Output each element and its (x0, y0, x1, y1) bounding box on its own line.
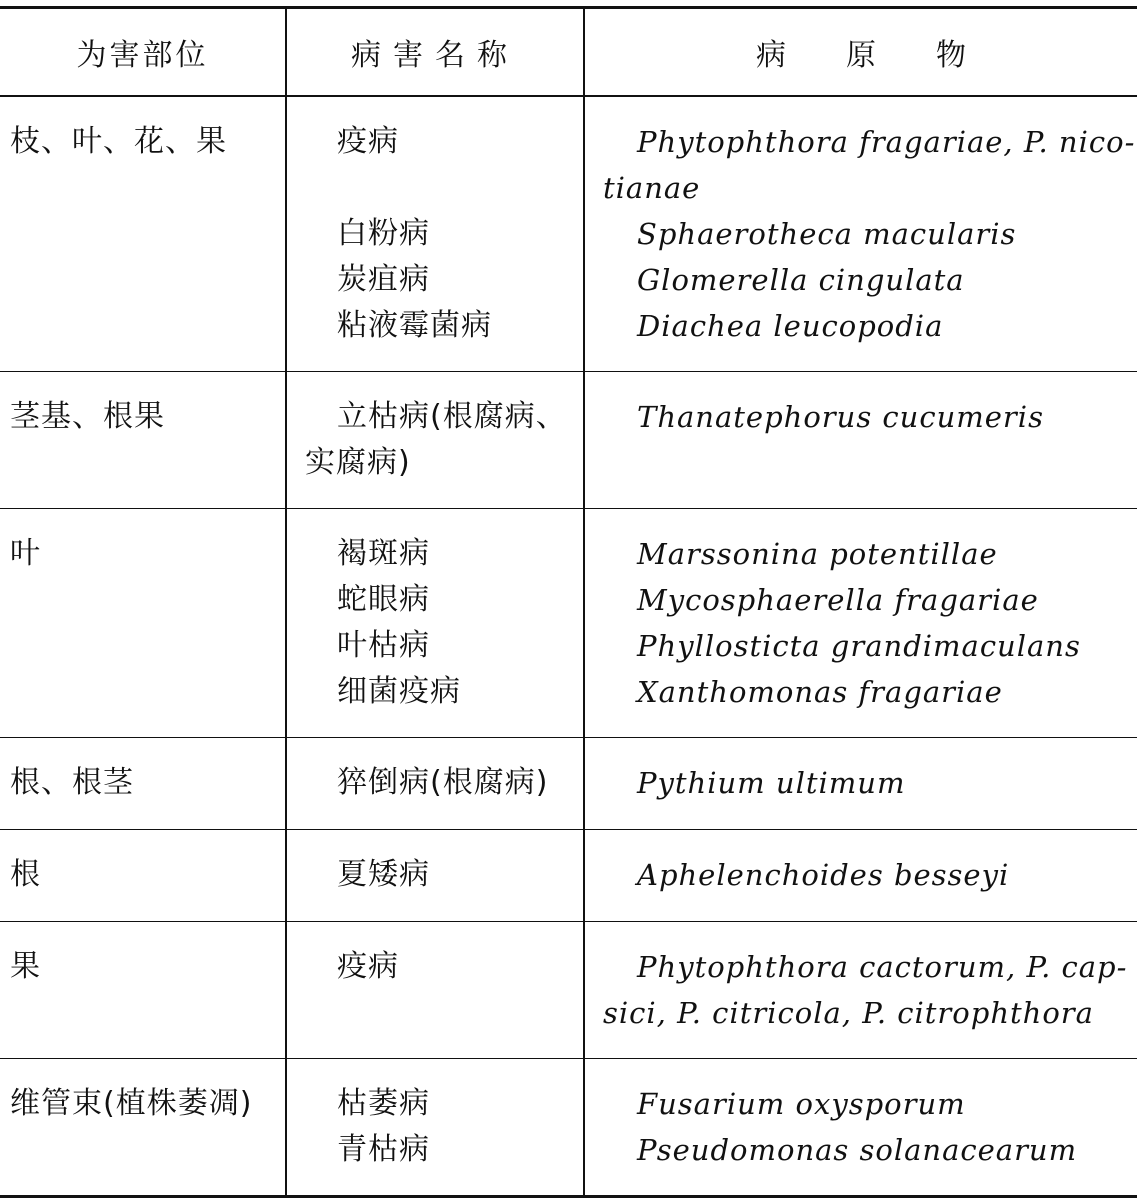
disease-cell: 立枯病(根腐病、 (337, 399, 567, 434)
pathogen-cell: Fusarium oxysporum (637, 1087, 966, 1121)
disease-cell: 细菌疫病 (337, 674, 461, 709)
pathogen-cell: Thanatephorus cucumeris (637, 400, 1044, 434)
pathogen-cell: Phytophthora cactorum, P. cap- (637, 950, 1128, 984)
disease-cell: 枯萎病 (337, 1086, 430, 1121)
table-row (0, 1059, 1137, 1197)
pathogen-cell: Aphelenchoides besseyi (637, 858, 1010, 892)
disease-cell: 褐斑病 (337, 536, 430, 571)
header-pathogen: 病原物 (584, 8, 1137, 96)
table-row (0, 509, 1137, 738)
pathogen-cell: Pseudomonas solanacearum (637, 1133, 1078, 1167)
disease-cell: 猝倒病(根腐病) (337, 765, 549, 800)
disease-cell: 蛇眼病 (337, 582, 430, 617)
disease-cell-empty (337, 165, 583, 211)
header-disease-name: 病害名称 (286, 8, 584, 96)
pathogen-cell: Glomerella cingulata (637, 262, 965, 297)
pathogen-cell: Xanthomonas fragariae (637, 675, 1003, 709)
header-part: 为害部位 (76, 37, 209, 73)
part-cell: 根 (10, 857, 41, 892)
table-row (0, 738, 1137, 830)
disease-cell: 夏矮病 (337, 857, 430, 892)
disease-cell: 粘液霉菌病 (337, 307, 492, 343)
pathogen-cell: Diachea leucopodia (637, 308, 944, 343)
pathogen-cell: Phyllosticta grandimaculans (637, 629, 1081, 663)
disease-cell: 疫病 (337, 123, 399, 159)
part-cell: 茎基、根果 (10, 399, 165, 434)
table-row (0, 922, 1137, 1059)
disease-cell: 炭疽病 (337, 261, 430, 297)
part-cell: 维管束(植株萎凋) (10, 1086, 253, 1121)
pathogen-cell-continued: tianae (603, 170, 701, 205)
pathogen-cell: Marssonina potentillae (637, 537, 998, 571)
part-cell: 果 (10, 949, 41, 984)
pathogen-cell-continued: sici, P. citricola, P. citrophthora (603, 996, 1094, 1030)
pathogen-cell: Pythium ultimum (637, 766, 906, 800)
disease-cell: 白粉病 (337, 215, 430, 251)
disease-cell: 疫病 (337, 949, 399, 984)
disease-cell-continued: 实腐病) (305, 445, 411, 480)
pathogen-cell: Phytophthora fragariae, P. nico- (637, 124, 1136, 159)
disease-pathogen-table (0, 6, 1137, 1198)
part-cell: 根、根茎 (10, 765, 134, 800)
disease-cell: 叶枯病 (337, 628, 430, 663)
pathogen-cell: Sphaerotheca macularis (637, 216, 1017, 251)
pathogen-cell: Mycosphaerella fragariae (637, 583, 1039, 617)
disease-cell: 青枯病 (337, 1132, 430, 1167)
table-header-row (0, 8, 1137, 96)
table-row (0, 96, 1137, 372)
part-cell: 叶 (10, 536, 41, 571)
part-cell: 枝、叶、花、果 (10, 123, 227, 159)
table-row (0, 830, 1137, 922)
table-row (0, 372, 1137, 509)
